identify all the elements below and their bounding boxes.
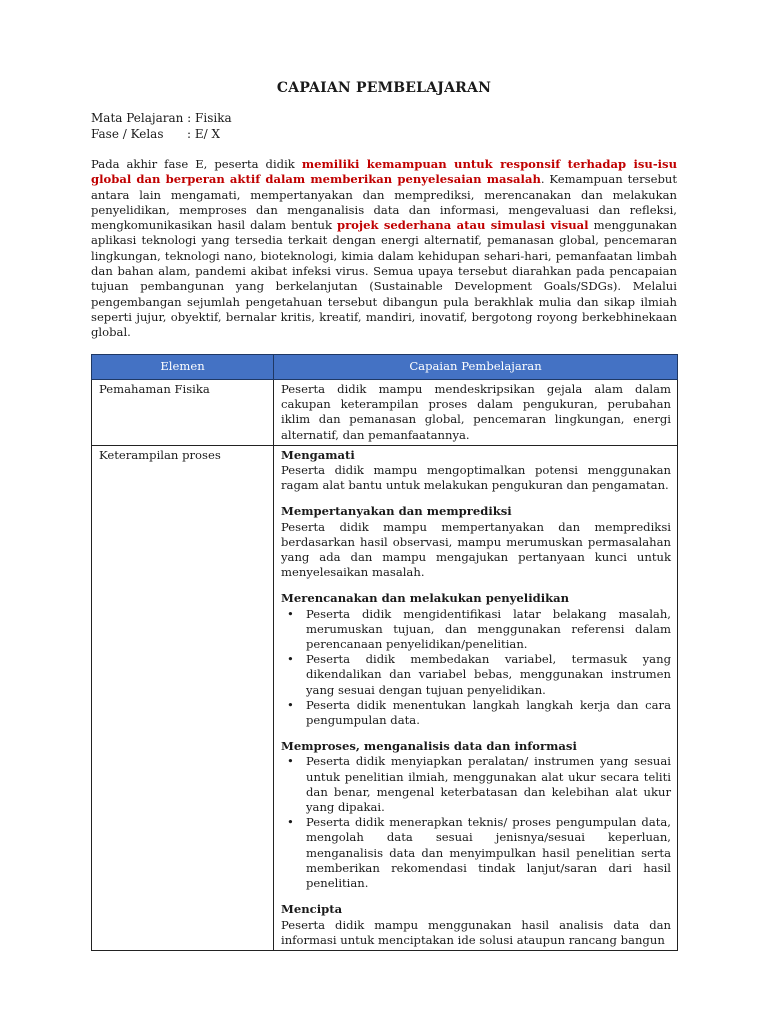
list-item: • Peserta didik mengidentifikasi latar belakang masalah, merumuskan tujuan, dan menggunakan referensi dalam perencanaan penyelidikan/penelitian. — [306, 607, 671, 653]
header-elemen: Elemen — [92, 355, 274, 380]
table-header-row — [92, 355, 678, 380]
element-cell: Keterampilan proses — [92, 445, 274, 950]
intro-text-2: . Kemampuan tersebut antara lain mengamati, mempertanyakan dan memprediksi, merencanakan dan melakukan penyelidikan, memproses dan menganalisis data dan informasi, mengevaluasi dan refleksi, mengkomunikasikan hasil dalam bentuk — [91, 172, 677, 233]
intro-text-3: menggunakan aplikasi teknologi yang tersedia terkait dengan energi alternatif, pemanasan global, pencemaran lingkungan, teknologi nano, bioteknologi, kimia dalam kehidupan sehari-hari, pemanfaatan limbah dan bahan alam, pandemi akibat infeksi virus. Semua upaya tersebut diarahkan pada pencapaian tujuan pembangunan yang berkelanjutan (Sustainable Development Goals/SDGs). Melalui pengembangan sejumlah pengetahuan tersebut dibangun pula berakhlak mulia dan sikap ilmiah seperti jujur, obyektif, bernalar kritis, kreatif, mandiri, inovatif, bergotong royong berkebhinekaan global. — [91, 218, 678, 340]
element-cell: Pemahaman Fisika — [92, 380, 274, 446]
phase-line — [91, 127, 220, 142]
outcome-cell — [274, 445, 678, 950]
header-capaian: Capaian Pembelajaran — [274, 355, 678, 380]
subheading-memproses: Memproses, menganalisis data dan informasi — [281, 739, 577, 754]
list-item: • Peserta didik membedakan variabel, termasuk yang dikendalikan dan variabel bebas, menggunakan instrumen yang sesuai dengan tujuan penyelidikan. — [306, 652, 671, 698]
list-item: • Peserta didik menerapkan teknis/ proses pengumpulan data, mengolah data sesuai jenisnya/sesuai keperluan, menganalisis data dan menyimpulkan hasil penelitian serta memberikan rekomendasi tindak lanjut/saran dari hasil penelitian. — [306, 815, 671, 891]
page-title: CAPAIAN PEMBELAJARAN — [276, 80, 492, 96]
bullet-list-merencanakan — [281, 607, 671, 729]
table-row — [92, 380, 678, 446]
subheading-mempertanyakan: Mempertanyakan dan memprediksi — [281, 504, 512, 519]
phase-label: Fase / Kelas — [91, 127, 164, 141]
list-item: • Peserta didik menentukan langkah langkah kerja dan cara pengumpulan data. — [306, 698, 671, 728]
subheading-mengamati: Mengamati — [281, 447, 355, 462]
subheading-merencanakan: Merencanakan dan melakukan penyelidikan — [281, 591, 570, 606]
phase-value: : E/ X — [187, 127, 221, 141]
intro-highlight-1: memiliki kemampuan untuk responsif terhadap isu-isu global dan berperan aktif dalam memberikan penyelesaian masalah — [91, 157, 678, 187]
subject-line: Mata Pelajaran : Fisika — [91, 111, 232, 125]
intro-text-1: Pada akhir fase E, peserta didik — [91, 157, 302, 171]
paragraph-mengamati: Peserta didik mampu mengoptimalkan potensi menggunakan ragam alat bantu untuk melakukan pengukuran dan pengamatan. — [281, 463, 671, 493]
table-row — [92, 445, 678, 950]
bullet-list-memproses — [281, 754, 671, 891]
paragraph-mencipta: Peserta didik mampu menggunakan hasil analisis data dan informasi untuk menciptakan ide solusi ataupun rancang bangun — [281, 917, 671, 947]
outcome-cell: Peserta didik mampu mendeskripsikan gejala alam dalam cakupan keterampilan proses dalam pengukuran, perubahan iklim dan pemanasan global, pencemaran lingkungan, energi alternatif, dan pemanfaatannya. — [274, 380, 678, 446]
paragraph-mempertanyakan: Peserta didik mampu mempertanyakan dan memprediksi berdasarkan hasil observasi, mampu merumuskan permasalahan yang ada dan mampu mengajukan pertanyaan kunci untuk menyelesaikan masalah. — [281, 519, 671, 580]
learning-outcomes-table — [91, 354, 678, 951]
intro-highlight-2: projek sederhana atau simulasi visual — [336, 218, 589, 233]
list-item: • Peserta didik menyiapkan peralatan/ instrumen yang sesuai untuk penelitian ilmiah, menggunakan alat ukur secara teliti dan benar, mengenal keterbatasan dan kelebihan alat ukur yang dipakai. — [306, 754, 671, 815]
intro-paragraph — [91, 157, 677, 341]
subheading-mencipta: Mencipta — [281, 902, 343, 917]
